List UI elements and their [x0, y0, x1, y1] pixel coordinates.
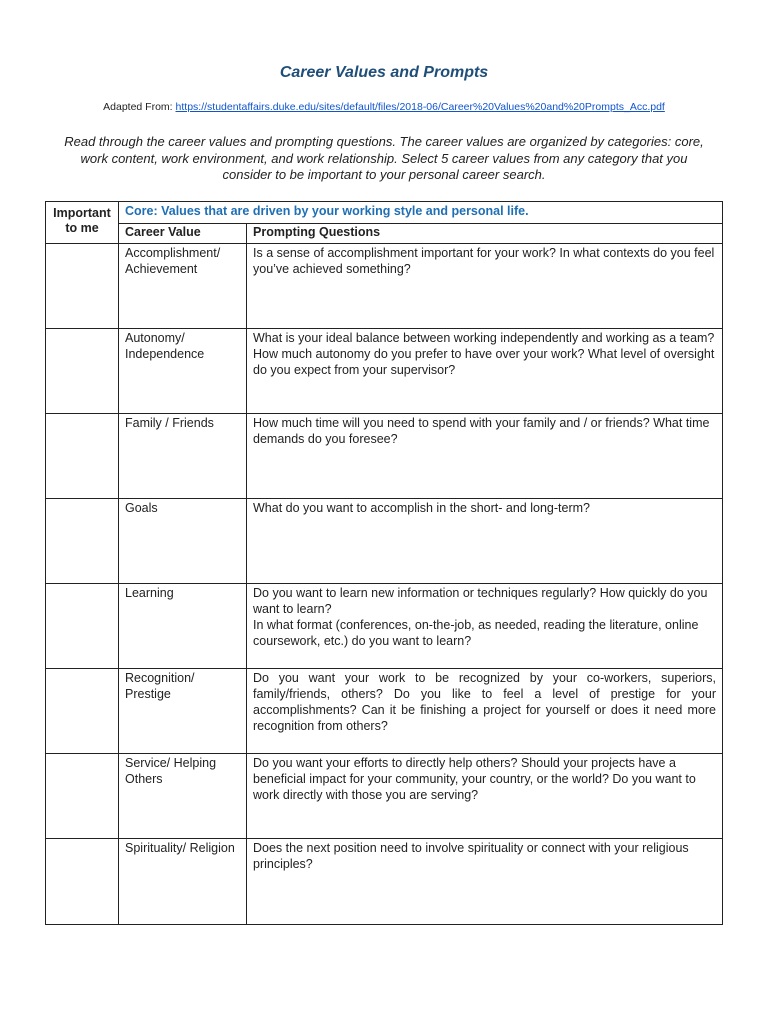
table-row	[46, 754, 723, 839]
important-checkbox-cell[interactable]	[46, 754, 119, 839]
career-value-cell: Recognition/ Prestige	[119, 669, 247, 754]
table-row	[46, 669, 723, 754]
important-checkbox-cell[interactable]	[46, 584, 119, 669]
adapted-from-line	[0, 101, 768, 113]
prompt-line: Do you want to learn new information or techniques regularly? How quickly do you want to learn?	[253, 586, 708, 616]
prompt-cell: Do you want your efforts to directly help others? Should your projects have a beneficial impact for your community, your country, or the world? Do you want to work directly with those you are serving?	[247, 754, 723, 839]
career-value-cell: Autonomy/ Independence	[119, 329, 247, 414]
important-checkbox-cell[interactable]	[46, 669, 119, 754]
career-values-table	[45, 201, 723, 925]
table-row	[46, 414, 723, 499]
important-checkbox-cell[interactable]	[46, 244, 119, 329]
career-value-cell: Accomplishment/ Achievement	[119, 244, 247, 329]
core-category-header: Core: Values that are driven by your working style and personal life.	[119, 202, 723, 224]
table-row	[46, 584, 723, 669]
career-value-cell: Goals	[119, 499, 247, 584]
intro-paragraph: Read through the career values and prompting questions. The career values are organized by categories: core, work content, work environment, and work relationship. Select 5 career values from any category that you consider to be important to your personal career search.	[64, 134, 704, 182]
prompt-cell: Does the next position need to involve spirituality or connect with your religious principles?	[247, 839, 723, 925]
prompting-questions-header: Prompting Questions	[247, 224, 723, 244]
prompt-cell: What do you want to accomplish in the short- and long-term?	[247, 499, 723, 584]
prompt-line: In what format (conferences, on-the-job, as needed, reading the literature, online coursework, etc.) do you want to learn?	[253, 618, 699, 648]
prompt-cell	[247, 584, 723, 669]
table-row	[46, 244, 723, 329]
important-checkbox-cell[interactable]	[46, 839, 119, 925]
adapted-from-label: Adapted From:	[103, 101, 173, 113]
prompt-cell: Do you want your work to be recognized by your co-workers, superiors, family/friends, others? Do you like to feel a level of prestige for your accomplishments? Can it be finishing a project for yourself or does it need more recognition from others?	[247, 669, 723, 754]
career-value-cell: Family / Friends	[119, 414, 247, 499]
prompt-cell: Is a sense of accomplishment important for your work? In what contexts do you feel you’ve achieved something?	[247, 244, 723, 329]
prompt-cell: What is your ideal balance between working independently and working as a team? How much autonomy do you prefer to have over your work? What level of oversight do you expect from your supervisor?	[247, 329, 723, 414]
prompt-cell: How much time will you need to spend with your family and / or friends? What time demands do you foresee?	[247, 414, 723, 499]
table-row	[46, 499, 723, 584]
important-checkbox-cell[interactable]	[46, 414, 119, 499]
career-value-cell: Service/ Helping Others	[119, 754, 247, 839]
source-link[interactable]: https://studentaffairs.duke.edu/sites/default/files/2018-06/Career%20Values%20and%20Prompts_Acc.pdf	[175, 101, 665, 113]
important-checkbox-cell[interactable]	[46, 329, 119, 414]
document-title: Career Values and Prompts	[279, 64, 489, 81]
career-value-cell: Learning	[119, 584, 247, 669]
career-value-cell: Spirituality/ Religion	[119, 839, 247, 925]
important-to-me-header: Important to me	[46, 202, 119, 244]
important-checkbox-cell[interactable]	[46, 499, 119, 584]
career-value-header: Career Value	[119, 224, 247, 244]
table-row	[46, 329, 723, 414]
table-row	[46, 839, 723, 925]
